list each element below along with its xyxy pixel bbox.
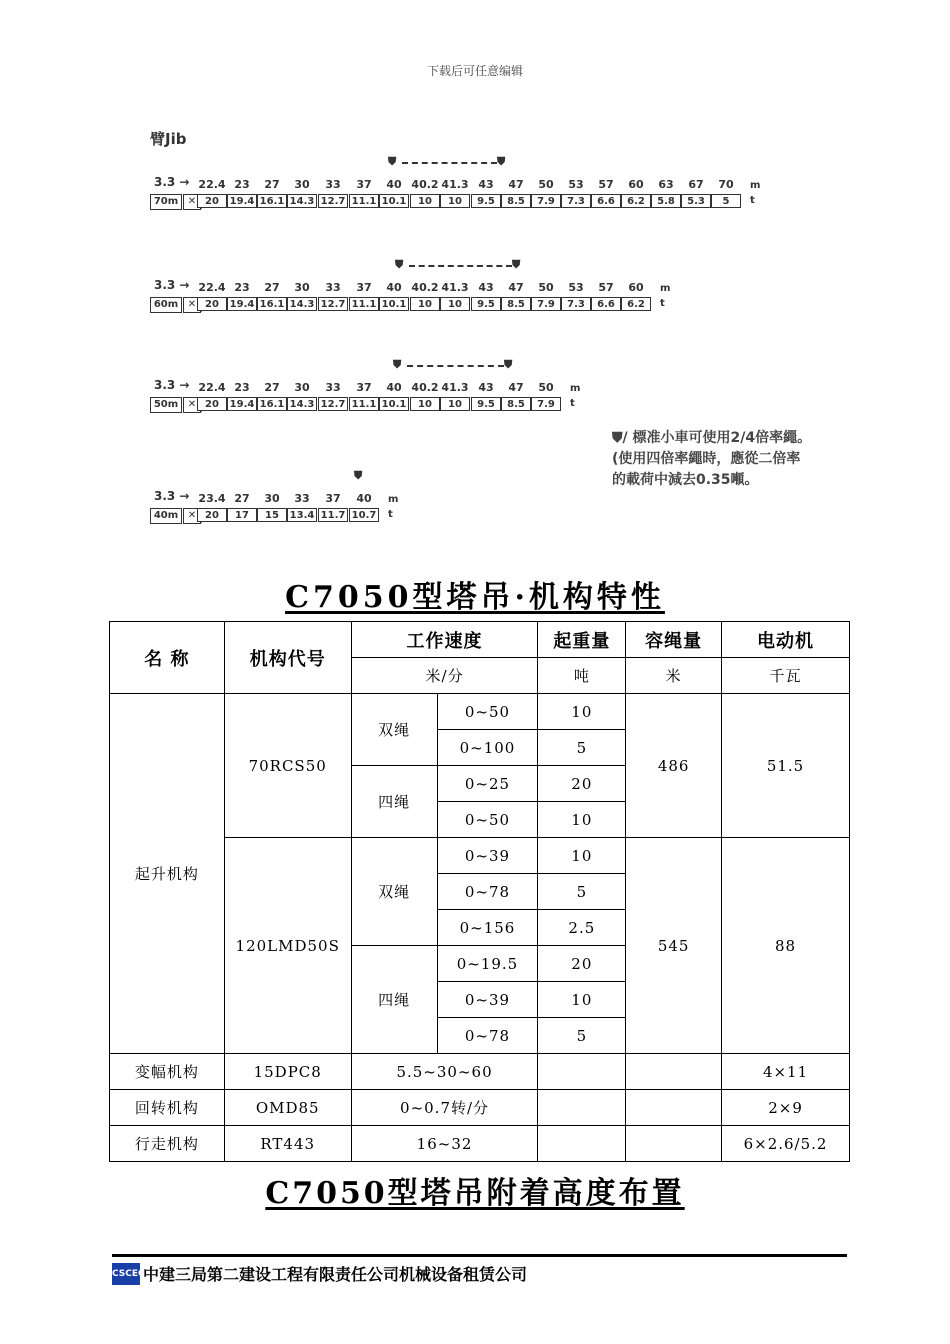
radius-value: 40 xyxy=(386,281,402,294)
load-cell: 10 xyxy=(538,694,626,730)
h-name: 名 称 xyxy=(110,622,225,694)
anchor-title xyxy=(0,1168,950,1212)
speed-cell: 0~78 xyxy=(437,874,538,910)
load-cell: 10 xyxy=(538,802,626,838)
load-value: 10.1 xyxy=(379,297,409,311)
trolley-icon: ⛊ xyxy=(504,358,513,371)
load-unit: t xyxy=(570,398,575,409)
load-value: 7.9 xyxy=(531,297,561,311)
load-value: 11.1 xyxy=(349,297,379,311)
load-cell: 5 xyxy=(538,874,626,910)
jib-length-label: 70m xyxy=(150,194,182,210)
trolley-legend xyxy=(612,428,812,491)
load-value: 7.9 xyxy=(531,194,561,208)
trolley-icon: ⛊ xyxy=(395,258,404,271)
radius-value: 50 xyxy=(538,281,554,294)
load-value: 10 xyxy=(410,397,440,411)
hook-offset-label: 3.3 → xyxy=(154,378,190,392)
radius-value: 41.3 xyxy=(441,281,469,294)
hook-offset-label: 3.3 → xyxy=(154,489,190,503)
motor-88: 88 xyxy=(722,838,850,1054)
radius-value: 27 xyxy=(264,178,280,191)
slew-speed: 0~0.7转/分 xyxy=(351,1090,538,1126)
radius-value: 27 xyxy=(234,492,250,505)
travel-speed: 16~32 xyxy=(351,1126,538,1162)
spec-title-text: C7050型塔吊·机构特性 xyxy=(285,580,665,615)
radius-value: 47 xyxy=(508,178,524,191)
trolley-icon: ⛊ xyxy=(393,358,402,371)
radius-value: 27 xyxy=(264,281,280,294)
u-load: 吨 xyxy=(538,658,626,694)
load-value: 15 xyxy=(257,508,287,522)
radius-value: 30 xyxy=(294,178,310,191)
radius-value: 40.2 xyxy=(411,381,439,394)
load-value: 16.1 xyxy=(257,397,287,411)
trolley-icon: ⛊ xyxy=(354,469,363,482)
radius-value: 43 xyxy=(478,281,494,294)
h-load: 起重量 xyxy=(538,622,626,658)
slew-rope xyxy=(626,1090,722,1126)
radius-value: 57 xyxy=(598,281,614,294)
radius-value: 43 xyxy=(478,381,494,394)
load-value: 16.1 xyxy=(257,194,287,208)
jib-section-icon: ✕ xyxy=(183,194,201,210)
radius-value: 22.4 xyxy=(198,178,226,191)
load-value: 10 xyxy=(410,297,440,311)
h-rope: 容绳量 xyxy=(626,622,722,658)
load-cell: 10 xyxy=(538,982,626,1018)
jib-length-label: 50m xyxy=(150,397,182,413)
radius-value: 37 xyxy=(325,492,341,505)
load-value: 20 xyxy=(197,508,227,522)
load-value: 10.7 xyxy=(349,508,379,522)
jib-label: 臂Jib xyxy=(150,130,187,148)
load-value: 11.1 xyxy=(349,194,379,208)
radius-value: 33 xyxy=(294,492,310,505)
load-value: 14.3 xyxy=(287,397,317,411)
radius-value: 47 xyxy=(508,281,524,294)
trolley-range-line xyxy=(407,365,504,367)
jib-length-label: 60m xyxy=(150,297,182,313)
load-value: 5.3 xyxy=(681,194,711,208)
radius-value: 22.4 xyxy=(198,281,226,294)
load-value: 8.5 xyxy=(501,297,531,311)
load-value: 11.1 xyxy=(349,397,379,411)
radius-value: 53 xyxy=(568,178,584,191)
load-value: 12.7 xyxy=(318,297,348,311)
radius-value: 70 xyxy=(718,178,734,191)
h-motor: 电动机 xyxy=(722,622,850,658)
rope-486: 486 xyxy=(626,694,722,838)
load-value: 19.4 xyxy=(227,194,257,208)
load-cell: 5 xyxy=(538,730,626,766)
load-value: 10.1 xyxy=(379,194,409,208)
radius-value: 30 xyxy=(264,492,280,505)
load-value: 14.3 xyxy=(287,194,317,208)
load-value: 10 xyxy=(410,194,440,208)
jib-length-label: 40m xyxy=(150,508,182,524)
speed-cell: 0~100 xyxy=(437,730,538,766)
radius-value: 40 xyxy=(386,178,402,191)
radius-unit: m xyxy=(570,383,581,394)
rope-545: 545 xyxy=(626,838,722,1054)
load-unit: t xyxy=(750,195,755,206)
travel-code: RT443 xyxy=(224,1126,351,1162)
u-rope: 米 xyxy=(626,658,722,694)
load-cell: 10 xyxy=(538,838,626,874)
reeving-double-2: 双绳 xyxy=(351,838,437,946)
h-code: 机构代号 xyxy=(224,622,351,694)
speed-cell: 0~39 xyxy=(437,838,538,874)
footer-rule xyxy=(112,1254,847,1257)
load-cell: 20 xyxy=(538,946,626,982)
radius-value: 50 xyxy=(538,178,554,191)
travel-motor: 6×2.6/5.2 xyxy=(722,1126,850,1162)
load-value: 5.8 xyxy=(651,194,681,208)
u-motor: 千瓦 xyxy=(722,658,850,694)
load-value: 10 xyxy=(440,297,470,311)
load-value: 16.1 xyxy=(257,297,287,311)
trolley-range-line xyxy=(402,162,497,164)
radius-value: 40 xyxy=(356,492,372,505)
luff-motor: 4×11 xyxy=(722,1054,850,1090)
speed-cell: 0~19.5 xyxy=(437,946,538,982)
load-value: 9.5 xyxy=(471,194,501,208)
radius-value: 23.4 xyxy=(198,492,226,505)
load-value: 10.1 xyxy=(379,397,409,411)
anchor-title-text: C7050型塔吊附着高度布置 xyxy=(265,1176,685,1211)
hook-offset-label: 3.3 → xyxy=(154,278,190,292)
radius-value: 67 xyxy=(688,178,704,191)
trolley-range-line xyxy=(409,265,512,267)
radius-value: 23 xyxy=(234,381,250,394)
load-value: 8.5 xyxy=(501,397,531,411)
load-value: 12.7 xyxy=(318,194,348,208)
load-value: 20 xyxy=(197,194,227,208)
radius-value: 40.2 xyxy=(411,178,439,191)
radius-value: 40.2 xyxy=(411,281,439,294)
hook-offset-label: 3.3 → xyxy=(154,175,190,189)
load-value: 6.6 xyxy=(591,194,621,208)
code-120lmd50s: 120LMD50S xyxy=(224,838,351,1054)
radius-value: 60 xyxy=(628,178,644,191)
radius-value: 23 xyxy=(234,178,250,191)
radius-value: 40 xyxy=(386,381,402,394)
hoist-name: 起升机构 xyxy=(110,694,225,1054)
load-value: 10 xyxy=(440,194,470,208)
radius-value: 57 xyxy=(598,178,614,191)
radius-value: 41.3 xyxy=(441,381,469,394)
load-value: 6.2 xyxy=(621,297,651,311)
load-value: 7.9 xyxy=(531,397,561,411)
speed-cell: 0~50 xyxy=(437,802,538,838)
radius-unit: m xyxy=(660,283,671,294)
load-unit: t xyxy=(388,509,393,520)
radius-value: 37 xyxy=(356,381,372,394)
legend-text: / 標准小車可使用2/4倍率繩。 xyxy=(622,430,812,446)
radius-value: 50 xyxy=(538,381,554,394)
reeving-quad-1: 四绳 xyxy=(351,766,437,838)
trolley-icon: ⛊ xyxy=(388,155,397,168)
company-name: 中建三局第二建设工程有限责任公司机械设备租赁公司 xyxy=(143,1265,528,1284)
load-value: 10 xyxy=(440,397,470,411)
speed-cell: 0~25 xyxy=(437,766,538,802)
luff-code: 15DPC8 xyxy=(224,1054,351,1090)
load-value: 19.4 xyxy=(227,397,257,411)
luff-speed: 5.5~30~60 xyxy=(351,1054,538,1090)
spec-table xyxy=(109,621,850,1162)
jib-section-icon: ✕ xyxy=(183,297,201,313)
radius-value: 33 xyxy=(325,178,341,191)
radius-value: 33 xyxy=(325,281,341,294)
radius-value: 53 xyxy=(568,281,584,294)
travel-rope xyxy=(626,1126,722,1162)
load-value: 9.5 xyxy=(471,397,501,411)
h-speed: 工作速度 xyxy=(351,622,538,658)
motor-51-5: 51.5 xyxy=(722,694,850,838)
u-speed: 米/分 xyxy=(351,658,538,694)
reeving-quad-2: 四绳 xyxy=(351,946,437,1054)
load-value: 6.2 xyxy=(621,194,651,208)
radius-value: 41.3 xyxy=(441,178,469,191)
radius-value: 27 xyxy=(264,381,280,394)
code-70rcs50: 70RCS50 xyxy=(224,694,351,838)
load-value: 7.3 xyxy=(561,297,591,311)
reeving-double-1: 双绳 xyxy=(351,694,437,766)
radius-value: 63 xyxy=(658,178,674,191)
company-logo: CSCEC xyxy=(112,1263,140,1285)
luff-load xyxy=(538,1054,626,1090)
load-value: 6.6 xyxy=(591,297,621,311)
radius-value: 33 xyxy=(325,381,341,394)
luff-rope xyxy=(626,1054,722,1090)
trolley-icon: ⛊ xyxy=(512,258,521,271)
radius-value: 30 xyxy=(294,281,310,294)
load-unit: t xyxy=(660,298,665,309)
slew-name: 回转机构 xyxy=(110,1090,225,1126)
radius-unit: m xyxy=(750,180,761,191)
radius-value: 37 xyxy=(356,178,372,191)
trolley-icon: ⛊ xyxy=(612,430,623,446)
load-value: 11.7 xyxy=(318,508,348,522)
radius-value: 60 xyxy=(628,281,644,294)
load-value: 5 xyxy=(711,194,741,208)
load-value: 7.3 xyxy=(561,194,591,208)
speed-cell: 0~50 xyxy=(437,694,538,730)
load-cell: 5 xyxy=(538,1018,626,1054)
speed-cell: 0~156 xyxy=(437,910,538,946)
load-value: 19.4 xyxy=(227,297,257,311)
jib-section-icon: ✕ xyxy=(183,508,201,524)
load-value: 8.5 xyxy=(501,194,531,208)
luff-name: 变幅机构 xyxy=(110,1054,225,1090)
load-cell: 20 xyxy=(538,766,626,802)
load-value: 20 xyxy=(197,397,227,411)
legend-text-2: (使用四倍率繩時，應從二倍率的載荷中減去0.35噸。 xyxy=(612,451,801,488)
trolley-icon: ⛊ xyxy=(497,155,506,168)
load-cell: 2.5 xyxy=(538,910,626,946)
load-value: 14.3 xyxy=(287,297,317,311)
load-value: 20 xyxy=(197,297,227,311)
load-value: 9.5 xyxy=(471,297,501,311)
jib-section-icon: ✕ xyxy=(183,397,201,413)
speed-cell: 0~78 xyxy=(437,1018,538,1054)
page-header-note: 下载后可任意编辑 xyxy=(426,64,523,78)
slew-code: OMD85 xyxy=(224,1090,351,1126)
speed-cell: 0~39 xyxy=(437,982,538,1018)
radius-value: 22.4 xyxy=(198,381,226,394)
radius-unit: m xyxy=(388,494,399,505)
radius-value: 23 xyxy=(234,281,250,294)
radius-value: 37 xyxy=(356,281,372,294)
load-value: 13.4 xyxy=(287,508,317,522)
load-value: 12.7 xyxy=(318,397,348,411)
slew-load xyxy=(538,1090,626,1126)
slew-motor: 2×9 xyxy=(722,1090,850,1126)
radius-value: 43 xyxy=(478,178,494,191)
spec-title xyxy=(0,572,950,616)
load-value: 17 xyxy=(227,508,257,522)
travel-load xyxy=(538,1126,626,1162)
radius-value: 30 xyxy=(294,381,310,394)
radius-value: 47 xyxy=(508,381,524,394)
travel-name: 行走机构 xyxy=(110,1126,225,1162)
